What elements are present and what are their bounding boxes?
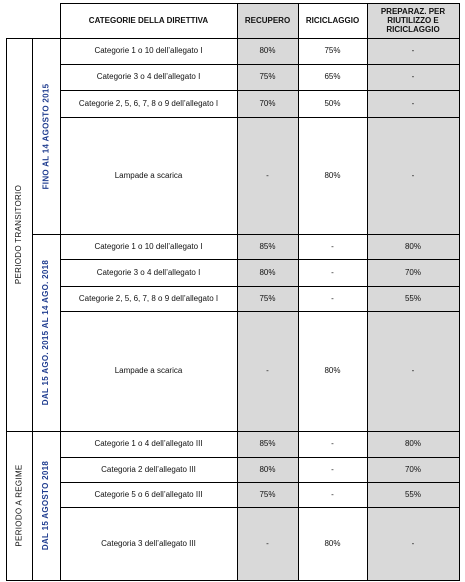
recupero-cell: 85% [259, 439, 276, 448]
row-divider [60, 580, 460, 581]
preparaz-cell: - [411, 98, 415, 108]
recupero-cell: - [266, 538, 269, 548]
recupero-cell: - [266, 366, 269, 375]
preparaz-cell: - [411, 366, 415, 375]
date-divider [32, 580, 61, 581]
category-cell: Categorie 3 o 4 dell’allegato I [96, 267, 201, 277]
preparaz-cell: 55% [404, 293, 421, 303]
preparaz-cell: 80% [404, 241, 421, 251]
recupero-cell: 80% [259, 267, 276, 277]
header-categorie: CATEGORIE DELLA DIRETTIVA [88, 16, 209, 25]
category-cell: Categorie 1 o 10 dell’allegato I [94, 46, 203, 55]
recupero-cell: 70% [259, 98, 276, 108]
recupero-cell: 80% [259, 464, 276, 474]
row-divider [60, 311, 460, 312]
riciclaggio-cell: 75% [324, 46, 341, 55]
recupero-cell: 85% [259, 241, 276, 251]
riciclaggio-cell: 80% [324, 366, 341, 375]
row-divider [60, 286, 460, 287]
row-divider [60, 431, 460, 432]
row-divider [60, 234, 460, 235]
column-border [298, 3, 299, 581]
riciclaggio-cell: 80% [324, 170, 341, 180]
category-cell: Categorie 5 o 6 dell’allegato III [94, 489, 203, 499]
date-divider [32, 234, 61, 235]
recupero-cell: 75% [259, 72, 276, 81]
row-divider [60, 482, 460, 483]
header-preparaz: PREPARAZ. PER RIUTILIZZO E RICICLAGGIO [380, 7, 446, 34]
header-recupero: RECUPERO [244, 16, 291, 25]
recupero-cell: 75% [259, 293, 276, 303]
category-cell: Categorie 3 o 4 dell’allegato I [96, 72, 201, 81]
period-label [6, 431, 32, 580]
riciclaggio-cell: 65% [324, 72, 341, 81]
category-cell: Categorie 1 o 4 dell’allegato III [94, 439, 203, 448]
recupero-cell: 80% [259, 46, 276, 55]
period-label-text: PERIODO A REGIME [14, 464, 24, 547]
preparaz-cell: - [411, 72, 415, 81]
date-range-text: DAL 15 AGO. 2015 AL 14 AGO. 2018 [41, 259, 51, 406]
row-divider [60, 259, 460, 260]
preparaz-cell: - [411, 538, 415, 548]
category-cell: Lampade a scarica [114, 366, 183, 375]
row-divider [60, 457, 460, 458]
table-top-border [60, 3, 460, 4]
riciclaggio-cell: - [331, 267, 334, 277]
riciclaggio-cell: - [331, 489, 334, 499]
period-column-border [32, 38, 33, 581]
preparaz-cell: - [411, 170, 415, 180]
riciclaggio-cell: - [331, 293, 334, 303]
date-range-label [32, 38, 60, 234]
period-divider [6, 431, 33, 432]
preparaz-cell: 80% [404, 439, 421, 448]
recupero-cell: 75% [259, 489, 276, 499]
riciclaggio-cell: 50% [324, 98, 341, 108]
column-border [459, 3, 460, 581]
column-border [237, 3, 238, 581]
date-divider [32, 431, 61, 432]
recupero-cell: - [266, 170, 269, 180]
period-label [6, 38, 32, 431]
row-divider [60, 64, 460, 65]
date-range-label [32, 234, 60, 431]
left-border [6, 38, 7, 581]
riciclaggio-cell: 80% [324, 538, 341, 548]
riciclaggio-cell: - [331, 464, 334, 474]
row-divider [60, 90, 460, 91]
row-divider [60, 507, 460, 508]
category-cell: Categorie 2, 5, 6, 7, 8 o 9 dell’allegato I [78, 98, 219, 108]
riciclaggio-cell: - [331, 241, 334, 251]
preparaz-cell: 70% [404, 464, 421, 474]
preparaz-cell: 55% [404, 489, 421, 499]
date-range-text: DAL 15 AGOSTO 2018 [41, 460, 51, 551]
preparaz-cell: 70% [404, 267, 421, 277]
riciclaggio-cell: - [331, 439, 334, 448]
header-riciclaggio: RICICLAGGIO [305, 16, 360, 25]
category-cell: Categoria 3 dell’allegato III [101, 538, 196, 548]
column-border [60, 3, 61, 581]
category-cell: Categorie 1 o 10 dell’allegato I [94, 241, 203, 251]
period-divider [6, 580, 33, 581]
row-divider [60, 117, 460, 118]
preparaz-cell: - [411, 46, 415, 55]
date-range-label [32, 431, 60, 580]
column-border [367, 3, 368, 581]
period-label-text: PERIODO TRANSITORIO [14, 184, 24, 285]
category-cell: Categoria 2 dell’allegato III [101, 464, 196, 474]
header-bottom-border [6, 38, 460, 39]
category-cell: Categorie 2, 5, 6, 7, 8 o 9 dell’allegato I [78, 293, 219, 303]
date-range-text: FINO AL 14 AGOSTO 2015 [41, 83, 51, 189]
category-cell: Lampade a scarica [114, 170, 183, 180]
